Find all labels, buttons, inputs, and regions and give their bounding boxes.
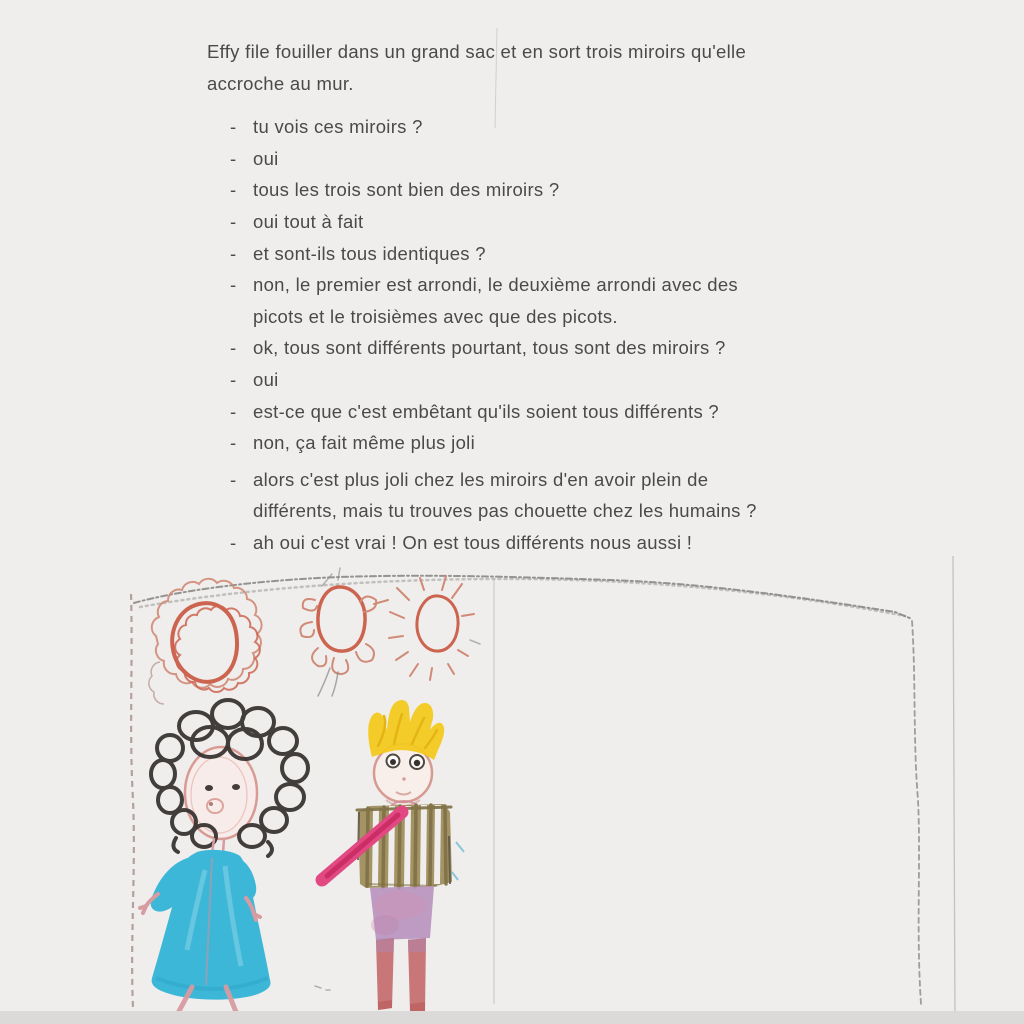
scan-edge-shadow (0, 1011, 1024, 1024)
dialogue-text: oui (253, 368, 279, 390)
dialogue-text: ah oui c'est vrai ! On est tous différents nous aussi ! (253, 531, 693, 553)
dialogue-text: est-ce que c'est embêtant qu'ils soient tous différents ? (253, 400, 720, 422)
woman-eye (232, 784, 240, 790)
intro-line-1: Effy file fouiller dans un grand sac et en sort trois miroirs qu'elle (207, 41, 747, 62)
blond-boy-drawing (318, 700, 464, 1012)
dialogue-dash: - (230, 242, 237, 264)
dialogue-text: non, ça fait même plus joli (253, 432, 475, 454)
picots-only-mirror-drawing (389, 576, 480, 680)
dialogue-dash: - (230, 147, 237, 169)
dialogue-dash: - (230, 274, 237, 296)
dialogue-dash: - (230, 432, 237, 454)
dialogue-text: non, le premier est arrondi, le deuxième arrondi avec des picots et le troisièmes avec que des picots. (253, 274, 738, 327)
boy-legs (376, 938, 426, 1012)
dialogue-dash: - (230, 179, 237, 201)
dialogue-dash: - (230, 116, 237, 138)
boy-purple-shorts (370, 886, 434, 940)
dialogue-dash: - (230, 337, 237, 359)
dialogue-dash: - (230, 368, 237, 390)
woman-eye (205, 785, 213, 791)
intro-line-2: accroche au mur. (207, 72, 354, 94)
dialogue-dash: - (230, 400, 237, 422)
dialogue-text: alors c'est plus joli chez les miroirs d'en avoir plein de différents, mais tu trouves pas chouette chez les humains ? (253, 468, 757, 522)
dialogue-text: ok, tous sont différents pourtant, tous sont des miroirs ? (253, 337, 726, 359)
dialogue-text: tu vois ces miroirs ? (253, 116, 423, 138)
dialogue-text: oui (253, 147, 279, 169)
dialogue-text: oui tout à fait (253, 210, 364, 232)
curly-hair-woman-drawing (140, 700, 308, 1016)
dialogue-text: et sont-ils tous identiques ? (253, 242, 486, 264)
dialogue-text: tous les trois sont bien des miroirs ? (253, 179, 560, 201)
dialogue-dash: - (230, 468, 237, 490)
dialogue-dash: - (230, 531, 237, 553)
dialogue-dash: - (230, 210, 237, 232)
woman-blue-dress (151, 850, 271, 1000)
fold-crease (494, 28, 955, 1022)
